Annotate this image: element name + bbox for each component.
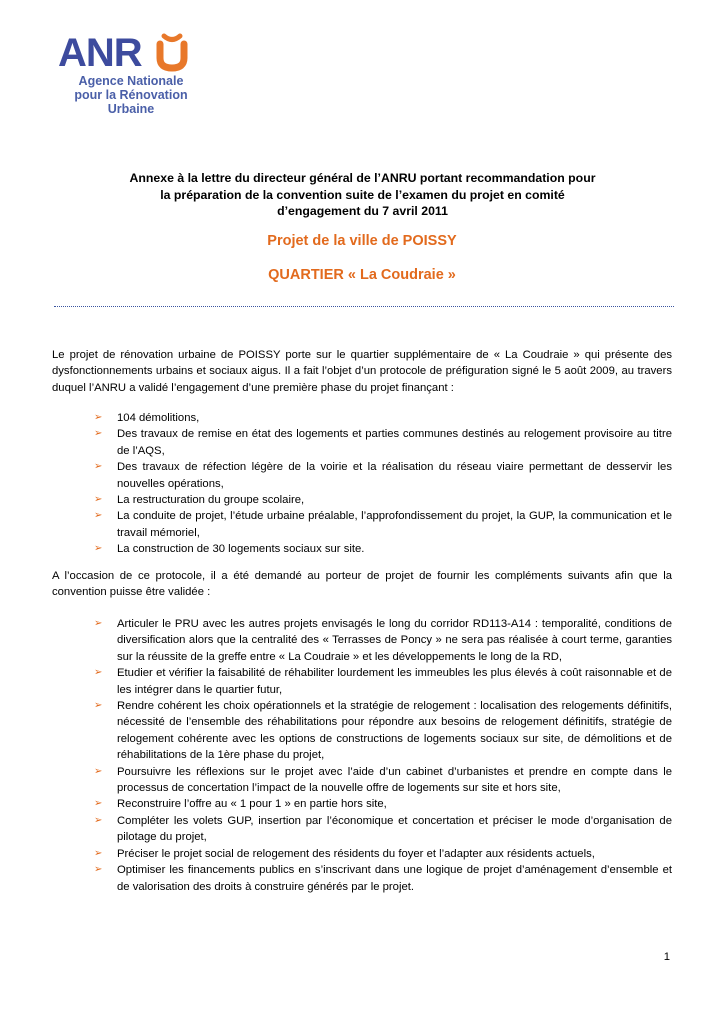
- requirements-list: [94, 616, 672, 895]
- anru-logo: [56, 30, 206, 120]
- header-line-3: d’engagement du 7 avril 2011: [277, 204, 448, 218]
- arrow-bullet-icon: ➢: [94, 412, 103, 423]
- intro-paragraph: Le projet de rénovation urbaine de POISSY porte sur le quartier supplémentaire de « La Coudraie » qui présente des dysfonctionnements urbains et sociaux aigus. Il a fait l’objet d’un protocole de préfiguration signé le 5 août 2009, au travers duquel l’ANRU a validé l’engagement d’une première phase du projet finançant :: [52, 349, 672, 394]
- list-item: ➢ La conduite de projet, l’étude urbaine préalable, l’approfondissement du projet, la GUP, la communication et le travail mémoriel,: [94, 510, 672, 539]
- arrow-bullet-icon: ➢: [94, 543, 103, 555]
- list-item: ➢ 104 démolitions,: [94, 410, 672, 426]
- list-item: ➢ Articuler le PRU avec les autres projets envisagés le long du corridor RD113-A14 : temporalité, conditions de diversification alors que la centralité des « Terrasses de Poncy » ne sera pas réalisée à court terme, garanties sur la réussite de la greffe entre « La Coudraie » et les développements le long de la RD,: [94, 618, 672, 663]
- svg-text:ANR: ANR: [58, 31, 142, 74]
- list-item: ➢ Des travaux de remise en état des logements et parties communes destinés au relogement provisoire au titre de l’AQS,: [94, 428, 672, 457]
- list-item: ➢ Etudier et vérifier la faisabilité de réhabiliter lourdement les immeubles les plus élevés à coût raisonnable et de les intégrer dans le quartier futur,: [94, 667, 672, 696]
- list-item: ➢ Préciser le projet social de relogement des résidents du foyer et l’adapter aux résidents actuels,: [94, 846, 672, 862]
- header-line-2: la préparation de la convention suite de l’examen du projet en comité: [160, 187, 565, 202]
- arrow-bullet-icon: ➢: [94, 428, 103, 440]
- list-item: ➢ Reconstruire l’offre au « 1 pour 1 » en partie hors site,: [94, 796, 672, 812]
- protocol-paragraph: A l’occasion de ce protocole, il a été demandé au porteur de projet de fournir les compléments suivants afin que la convention puisse être validée :: [52, 570, 672, 599]
- arrow-bullet-icon: ➢: [94, 864, 103, 876]
- arrow-bullet-icon: ➢: [94, 798, 103, 810]
- arrow-bullet-icon: ➢: [94, 765, 103, 777]
- arrow-bullet-icon: ➢: [94, 461, 103, 473]
- dotted-separator: [54, 306, 674, 307]
- arrow-bullet-icon: ➢: [94, 847, 103, 859]
- logo-line-1: Agence Nationale: [78, 74, 184, 88]
- list-item: ➢ La restructuration du groupe scolaire,: [94, 492, 672, 508]
- list-item: ➢ Des travaux de réfection légère de la voirie et la réalisation du réseau viaire permettant de desservir les nouvelles opérations,: [94, 461, 672, 490]
- header-line-1: Annexe à la lettre du directeur général de l’ANRU portant recommandation pour: [129, 171, 596, 185]
- list-item: ➢ Compléter les volets GUP, insertion par l’économique et concertation et préciser le mode d’organisation de pilotage du projet,: [94, 814, 672, 844]
- quartier-title: QUARTIER « La Coudraie »: [268, 267, 456, 283]
- project-title: Projet de la ville de POISSY: [267, 233, 457, 249]
- logo-subtitle: [56, 74, 206, 116]
- arrow-bullet-icon: ➢: [94, 667, 103, 679]
- arrow-bullet-icon: ➢: [94, 700, 103, 712]
- logo-line-3: Urbaine: [107, 102, 155, 116]
- logo-line-2: pour la Rénovation: [74, 88, 188, 102]
- arrow-bullet-icon: ➢: [94, 510, 103, 522]
- phase1-list: [94, 410, 672, 558]
- document-header: [90, 170, 635, 220]
- list-item: ➢ Optimiser les financements publics en s’inscrivant dans une logique de projet d’aménagement d’ensemble et de valorisation des droits à construire générés par le projet.: [94, 864, 672, 893]
- anru-wordmark: [56, 30, 206, 74]
- arrow-bullet-icon: ➢: [94, 494, 103, 506]
- list-item: ➢ La construction de 30 logements sociaux sur site.: [94, 541, 672, 557]
- page-number: 1: [663, 951, 670, 963]
- arrow-bullet-icon: ➢: [94, 618, 103, 629]
- list-item: ➢ Poursuivre les réflexions sur le projet avec l’aide d’un cabinet d’urbanistes et prendre en compte dans le processus de concertation l’impact de la nouvelle offre de logements sur site et hors site,: [94, 765, 672, 795]
- list-item: ➢ Rendre cohérent les choix opérationnels et la stratégie de relogement : localisation des relogements définitifs, nécessité de l’ensemble des réhabilitations pour répondre aux besoins de relogement définitifs, stratégie de relogement cohérente avec les options de constructions de logements sociaux sur site, de démolitions et de réhabilitations de la 1ère phase du projet,: [94, 700, 672, 762]
- arrow-bullet-icon: ➢: [94, 814, 103, 826]
